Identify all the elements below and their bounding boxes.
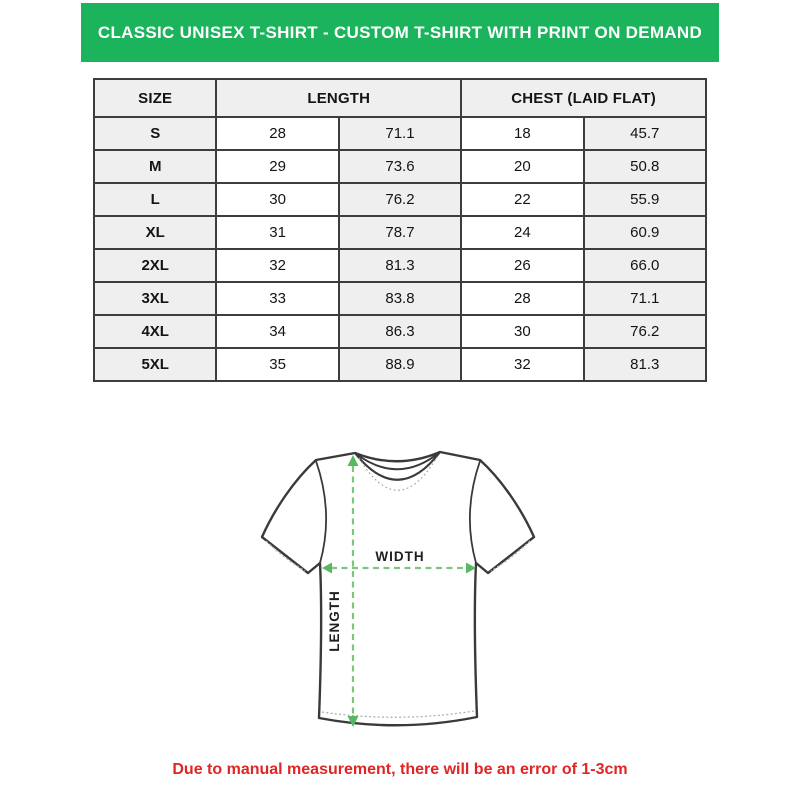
length-in-cell: 29: [216, 150, 338, 183]
chest-cm-cell: 60.9: [584, 216, 706, 249]
table-row: [94, 282, 706, 315]
table-row: [94, 348, 706, 381]
length-in-cell: 28: [216, 117, 338, 150]
size-cell: 4XL: [94, 315, 216, 348]
table-row: [94, 315, 706, 348]
col-header-chest: CHEST (LAID FLAT): [461, 79, 706, 117]
chest-in-cell: 20: [461, 150, 583, 183]
size-cell: 2XL: [94, 249, 216, 282]
table-row: [94, 216, 706, 249]
chest-cm-cell: 66.0: [584, 249, 706, 282]
chest-cm-cell: 71.1: [584, 282, 706, 315]
chest-cm-cell: 45.7: [584, 117, 706, 150]
chest-in-cell: 26: [461, 249, 583, 282]
length-cm-cell: 73.6: [339, 150, 461, 183]
chest-cm-cell: 55.9: [584, 183, 706, 216]
col-header-size: SIZE: [94, 79, 216, 117]
length-in-cell: 34: [216, 315, 338, 348]
measurement-note: Due to manual measurement, there will be an error of 1-3cm: [172, 761, 628, 778]
tshirt-outline: [262, 452, 534, 725]
table-row: [94, 249, 706, 282]
chest-cm-cell: 81.3: [584, 348, 706, 381]
length-in-cell: 31: [216, 216, 338, 249]
tshirt-diagram: [240, 425, 560, 745]
table-row: [94, 117, 706, 150]
width-label: WIDTH: [375, 549, 425, 564]
chest-cm-cell: 76.2: [584, 315, 706, 348]
table-row: [94, 183, 706, 216]
title-banner: [81, 3, 719, 62]
chest-in-cell: 18: [461, 117, 583, 150]
table-row: [94, 150, 706, 183]
chest-in-cell: 22: [461, 183, 583, 216]
table-header-row: [94, 79, 706, 117]
chest-in-cell: 28: [461, 282, 583, 315]
size-cell: XL: [94, 216, 216, 249]
length-in-cell: 35: [216, 348, 338, 381]
chest-in-cell: 30: [461, 315, 583, 348]
chest-in-cell: 24: [461, 216, 583, 249]
banner-title: CLASSIC UNISEX T-SHIRT - CUSTOM T-SHIRT WITH PRINT ON DEMAND: [97, 22, 703, 42]
length-in-cell: 32: [216, 249, 338, 282]
length-cm-cell: 88.9: [339, 348, 461, 381]
length-label: LENGTH: [327, 590, 342, 652]
size-cell: L: [94, 183, 216, 216]
size-cell: S: [94, 117, 216, 150]
length-in-cell: 30: [216, 183, 338, 216]
length-cm-cell: 71.1: [339, 117, 461, 150]
chest-cm-cell: 50.8: [584, 150, 706, 183]
length-cm-cell: 76.2: [339, 183, 461, 216]
size-cell: 3XL: [94, 282, 216, 315]
col-header-length: LENGTH: [216, 79, 461, 117]
length-cm-cell: 86.3: [339, 315, 461, 348]
length-cm-cell: 78.7: [339, 216, 461, 249]
size-chart-table: [93, 78, 707, 382]
size-cell: M: [94, 150, 216, 183]
chest-in-cell: 32: [461, 348, 583, 381]
length-cm-cell: 83.8: [339, 282, 461, 315]
size-cell: 5XL: [94, 348, 216, 381]
length-cm-cell: 81.3: [339, 249, 461, 282]
length-in-cell: 33: [216, 282, 338, 315]
